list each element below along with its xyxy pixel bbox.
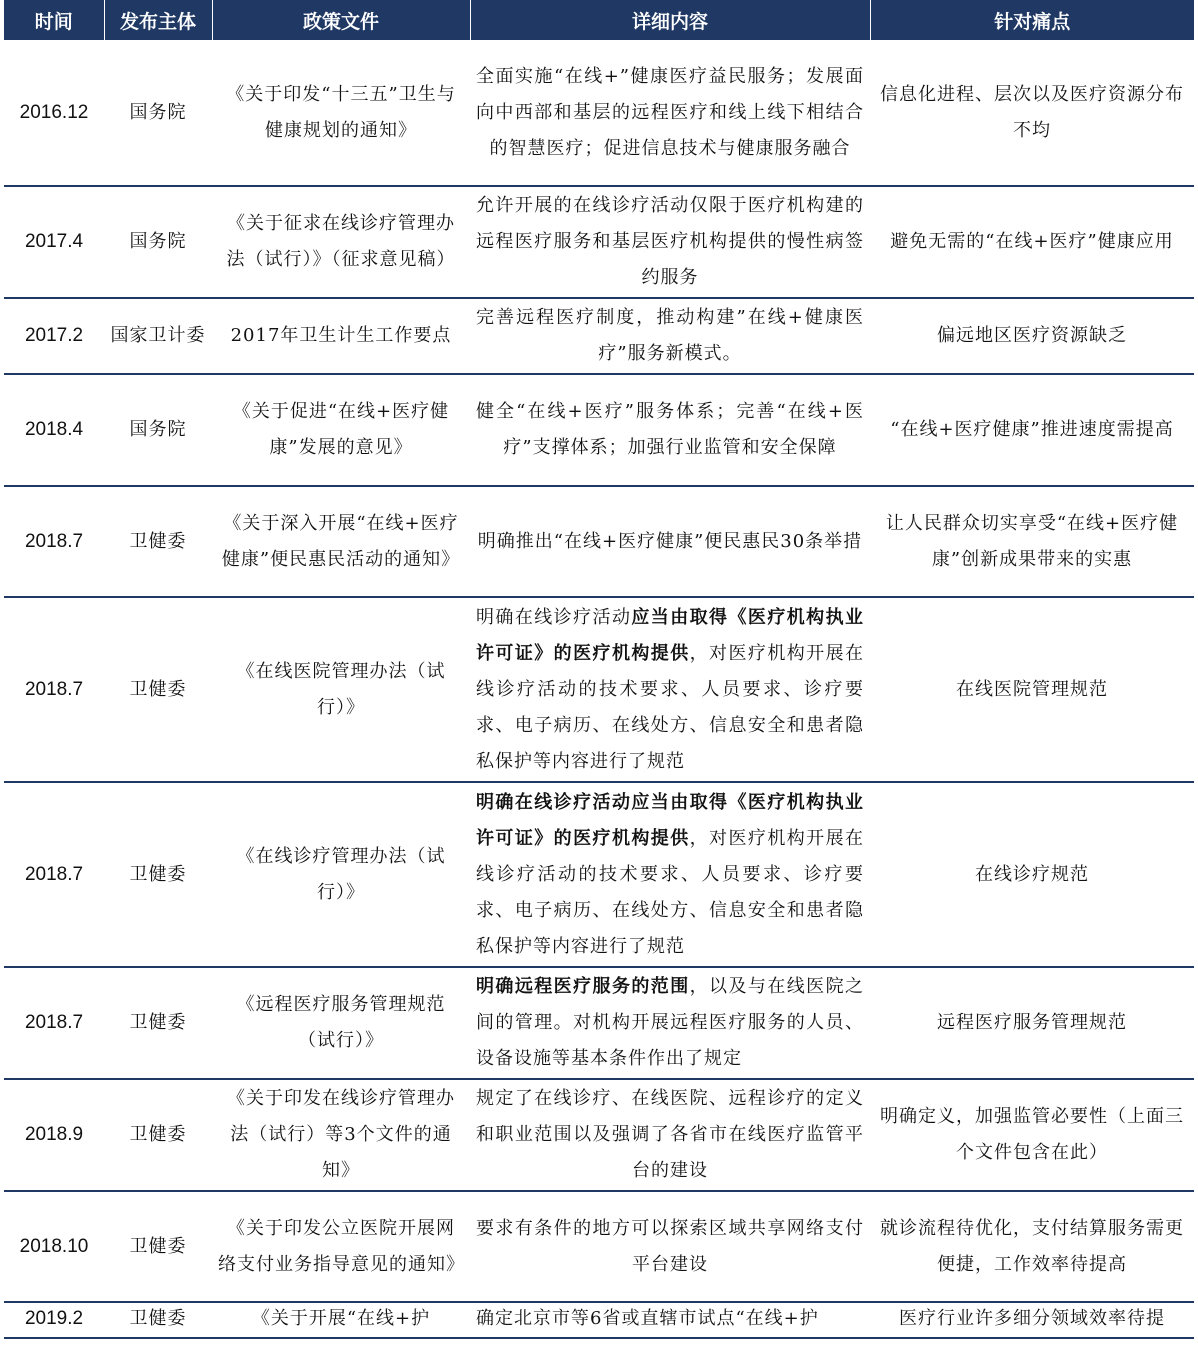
row-date: 2018.7	[4, 486, 104, 597]
row-pain-point: 就诊流程待优化，支付结算服务需更便捷，工作效率待提高	[870, 1191, 1194, 1302]
row-policy-document: 《在线医院管理办法（试行）》	[212, 597, 470, 782]
row-issuer: 卫健委	[104, 1191, 212, 1302]
row-pain-point: 远程医疗服务管理规范	[870, 967, 1194, 1079]
row-date: 2017.4	[4, 186, 104, 298]
row-detail	[470, 1079, 870, 1191]
table-row	[4, 1302, 1194, 1338]
table-row	[4, 782, 1194, 967]
row-pain-point: 避免无需的“在线+医疗”健康应用	[870, 186, 1194, 298]
row-issuer: 卫健委	[104, 782, 212, 967]
table-row	[4, 374, 1194, 486]
header-pain-point: 针对痛点	[870, 0, 1194, 40]
row-issuer: 卫健委	[104, 1079, 212, 1191]
row-detail	[470, 1302, 870, 1338]
row-pain-point: 让人民群众切实享受“在线+医疗健康”创新成果带来的实惠	[870, 486, 1194, 597]
detail-text: 完善远程医疗制度，推动构建”在线+健康医疗”服务新模式。	[476, 307, 864, 364]
row-issuer: 卫健委	[104, 486, 212, 597]
row-policy-document: 《关于开展“在线+护	[212, 1302, 470, 1338]
row-policy-document: 《关于促进“在线+医疗健康”发展的意见》	[212, 374, 470, 486]
table-row	[4, 1079, 1194, 1191]
detail-text: 健全“在线+医疗”服务体系；完善“在线+医疗”支撑体系；加强行业监管和安全保障	[476, 401, 864, 458]
row-issuer: 卫健委	[104, 967, 212, 1079]
table-row	[4, 40, 1194, 186]
row-policy-document: 《关于印发“十三五”卫生与健康规划的通知》	[212, 40, 470, 186]
row-issuer: 国务院	[104, 186, 212, 298]
header-time: 时间	[4, 0, 104, 40]
row-date: 2018.7	[4, 597, 104, 782]
row-date: 2018.9	[4, 1079, 104, 1191]
row-pain-point: 在线医院管理规范	[870, 597, 1194, 782]
row-detail	[470, 486, 870, 597]
row-policy-document: 《关于印发公立医院开展网络支付业务指导意见的通知》	[212, 1191, 470, 1302]
detail-text: ，对医疗机构开展在线诊疗活动的技术要求、人员要求、诊疗要求、电子病历、在线处方、信息安全和患者隐私保护等内容进行了规范	[476, 827, 865, 957]
row-issuer: 国务院	[104, 374, 212, 486]
row-date: 2017.2	[4, 298, 104, 374]
detail-text: ，以及与在线医院之间的管理。对机构开展远程医疗服务的人员、设备设施等基本条件作出了规定	[476, 976, 865, 1069]
row-policy-document: 《在线诊疗管理办法（试行）》	[212, 782, 470, 967]
detail-text-bold: 明确远程医疗服务的范围	[476, 976, 690, 997]
row-issuer: 卫健委	[104, 1302, 212, 1338]
row-pain-point: “在线+医疗健康”推进速度需提高	[870, 374, 1194, 486]
row-policy-document: 2017年卫生计生工作要点	[212, 298, 470, 374]
row-policy-document: 《远程医疗服务管理规范（试行）》	[212, 967, 470, 1079]
row-pain-point: 偏远地区医疗资源缺乏	[870, 298, 1194, 374]
detail-text: 明确推出“在线+医疗健康”便民惠民30条举措	[477, 530, 863, 552]
detail-text: 允许开展的在线诊疗活动仅限于医疗机构建的远程医疗服务和基层医疗机构提供的慢性病签约服务	[476, 195, 864, 288]
row-pain-point: 信息化进程、层次以及医疗资源分布不均	[870, 40, 1194, 186]
row-issuer: 国家卫计委	[104, 298, 212, 374]
row-policy-document: 《关于印发在线诊疗管理办法（试行）等3个文件的通知》	[212, 1079, 470, 1191]
table-header-row	[4, 0, 1194, 40]
row-date: 2018.7	[4, 967, 104, 1079]
detail-text-plain: 明确在线诊疗活动	[476, 606, 632, 628]
row-detail	[470, 298, 870, 374]
table-row	[4, 186, 1194, 298]
table-row	[4, 1191, 1194, 1302]
row-detail	[470, 782, 870, 967]
table-row	[4, 967, 1194, 1079]
row-date: 2018.7	[4, 782, 104, 967]
row-detail	[470, 597, 870, 782]
row-detail	[470, 40, 870, 186]
policy-table	[4, 0, 1194, 1339]
row-detail	[470, 374, 870, 486]
detail-text: 全面实施“在线+”健康医疗益民服务；发展面向中西部和基层的远程医疗和线上线下相结合的智慧医疗；促进信息技术与健康服务融合	[476, 65, 864, 159]
row-pain-point: 明确定义，加强监管必要性（上面三个文件包含在此）	[870, 1079, 1194, 1191]
detail-text: 规定了在线诊疗、在线医院、远程诊疗的定义和职业范围以及强调了各省市在线医疗监管平台的建设	[476, 1088, 864, 1181]
row-detail	[470, 186, 870, 298]
detail-text-bold: 明确在线诊疗活动应当由取得《医疗机构执业许可证》的医疗机构提供	[476, 791, 864, 849]
header-issuer: 发布主体	[104, 0, 212, 40]
table-row	[4, 298, 1194, 374]
row-policy-document: 《关于征求在线诊疗管理办法（试行）》（征求意见稿）	[212, 186, 470, 298]
row-detail	[470, 1191, 870, 1302]
header-detail: 详细内容	[470, 0, 870, 40]
detail-text: ，对医疗机构开展在线诊疗活动的技术要求、人员要求、诊疗要求、电子病历、在线处方、信息安全和患者隐私保护等内容进行了规范	[476, 642, 865, 772]
row-pain-point: 在线诊疗规范	[870, 782, 1194, 967]
row-date: 2019.2	[4, 1302, 104, 1338]
row-date: 2018.10	[4, 1191, 104, 1302]
row-date: 2016.12	[4, 40, 104, 186]
table-row	[4, 597, 1194, 782]
header-policy-document: 政策文件	[212, 0, 470, 40]
row-detail	[470, 967, 870, 1079]
row-policy-document: 《关于深入开展“在线+医疗健康”便民惠民活动的通知》	[212, 486, 470, 597]
detail-text: 确定北京市等6省或直辖市试点“在线+护	[476, 1308, 819, 1329]
row-issuer: 卫健委	[104, 597, 212, 782]
detail-text: 要求有条件的地方可以探索区域共享网络支付平台建设	[476, 1217, 864, 1275]
row-issuer: 国务院	[104, 40, 212, 186]
row-date: 2018.4	[4, 374, 104, 486]
detail-text-bold: 应当由取得《医疗机构执业许可证》的医疗机构提供	[476, 606, 865, 664]
row-pain-point: 医疗行业许多细分领域效率待提	[870, 1302, 1194, 1338]
table-row	[4, 486, 1194, 597]
